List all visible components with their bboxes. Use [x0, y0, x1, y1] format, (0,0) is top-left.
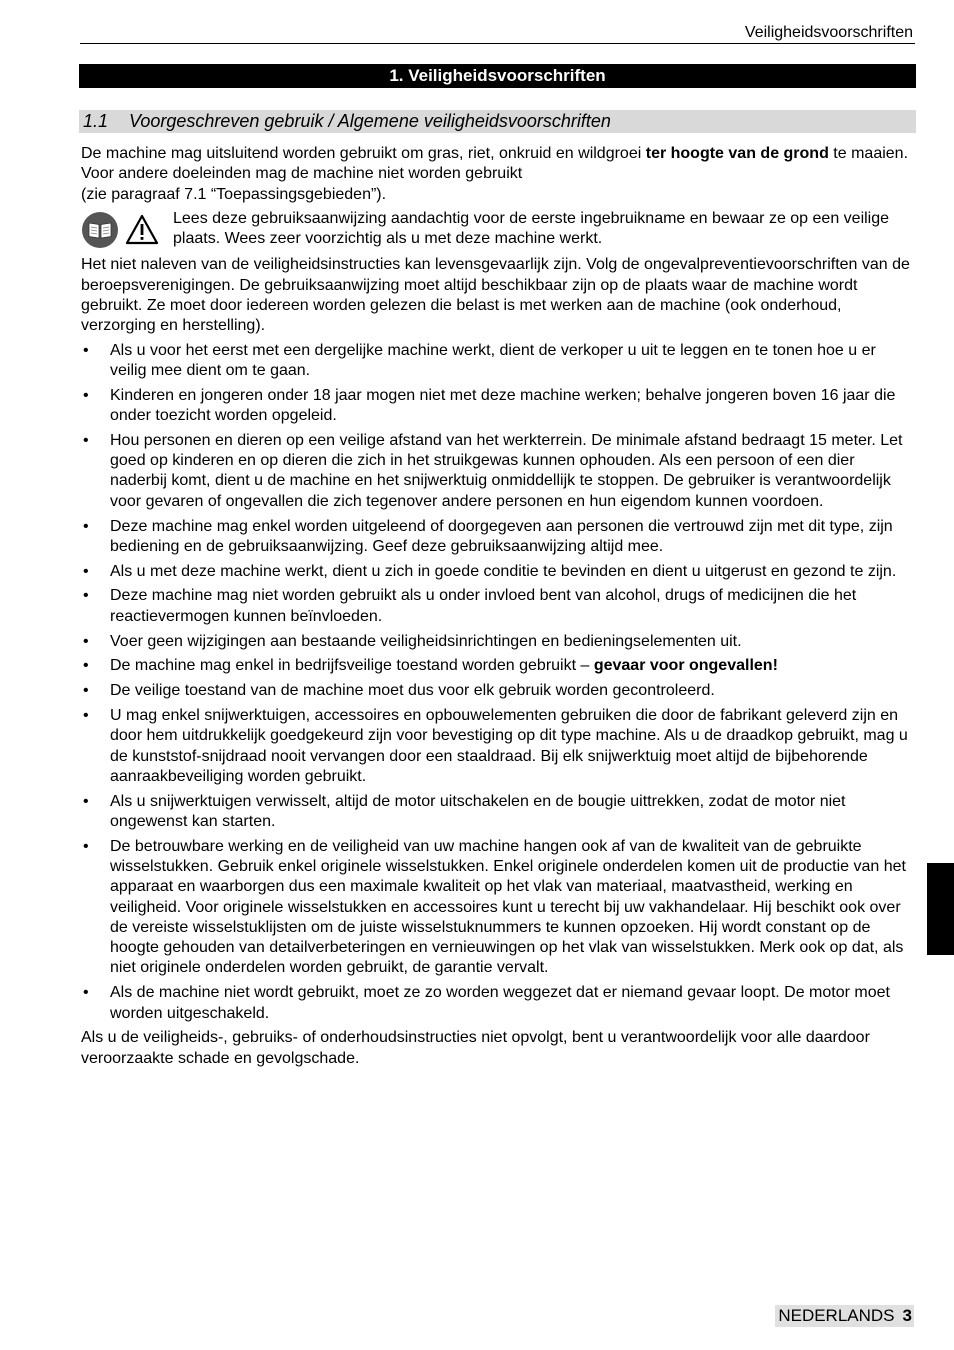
list-item: • Hou personen en dieren op een veilige afstand van het werkterrein. De minimale afstand bedraagt 15 meter. Let goed op kinderen en op dieren die zich in het struikgewas kunnen ophouden. Als een persoon of een dier naderbij komt, dient u de machine en het snijwerktuig onmiddellijk te stoppen. De gebruiker is verantwoordelijk voor gevaren of ongevallen die zich tegenover andere personen en hun eigendom kunnen voordoen.: [83, 431, 903, 510]
list-item: • Voer geen wijzigingen aan bestaande veiligheidsinrichtingen en bedieningselementen uit.: [83, 632, 742, 650]
page-content: [81, 144, 911, 1069]
list-item: • De betrouwbare werking en de veiligheid van uw machine hangen ook af van de kwaliteit van de gebruikte wisselstukken. Gebruik enkel originele wisselstukken. Enkel originele onderdelen komen uit de productie van het apparaat en waarborgen dus een maximale kwaliteit op het vlak van materiaal, maatvastheid, werking en veiligheid. Voor originele wisselstukken en accessoires kunt u terecht bij uw vakhandelaar. Hij beschikt ook over de vereiste wisselstuklijsten om de juiste wisselstuknummers te kunnen opzoeken. Hij wordt constant op de hoogte gehouden van detailverbeteringen en vernieuwingen op het vlak van wisselstukken. Merk ook op dat, als niet originele onderdelen worden gebruikt, de garantie vervalt.: [83, 837, 906, 977]
page-footer: [775, 1305, 914, 1327]
list-item: • Als u voor het eerst met een dergelijke machine werkt, dient de verkoper u uit te leggen en te tonen hoe u er veilig mee dient om te gaan.: [83, 341, 876, 379]
intro-paragraph: [81, 144, 911, 205]
list-item-text: Als u snijwerktuigen verwisselt, altijd de motor uitschakelen en de bougie uittrekken, zodat de motor niet ongewenst kan starten.: [110, 792, 846, 830]
closing-paragraph: Als u de veiligheids-, gebruiks- of onderhoudsinstructies niet opvolgt, bent u verantwoordelijk voor alle daardoor veroorzaakte schade en gevolgschade.: [81, 1029, 870, 1067]
list-item-text: Hou personen en dieren op een veilige afstand van het werkterrein. De minimale afstand bedraagt 15 meter. Let goed op kinderen en op dieren die zich in het struikgewas kunnen ophouden. Als een persoon of een dier naderbij komt, dient u de machine en het snijwerktuig onmiddellijk te stoppen. De gebruiker is verantwoordelijk voor gevaren of ongevallen die zich tegenover andere personen en hun eigendom kunnen voordoen.: [110, 431, 903, 510]
read-manual-notice: [81, 211, 911, 250]
warning-triangle-icon: [125, 213, 159, 247]
running-header: [80, 24, 915, 44]
list-item-text: Deze machine mag niet worden gebruikt als u onder invloed bent van alcohol, drugs of medicijnen die het reactievermogen kunnen beïnvloeden.: [110, 587, 857, 625]
intro-text-continued: te maaien. Voor andere doeleinden mag de machine niet worden gebruikt: [81, 145, 909, 183]
list-item-text: U mag enkel snijwerktuigen, accessoires en opbouwelementen gebruiken die door de fabrikant geleverd zijn en door hem uitdrukkelijk goedgekeurd zijn voor bevestiging op dit type machine. Als u de draadkop gebruikt, mag u de kunststof-snijdraad nooit vervangen door een staaldraad. Bij elk snijwerktuig moet altijd de bijbehorende aanraakbeveiliging worden gebruikt.: [110, 706, 908, 785]
list-item-text: Als de machine niet wordt gebruikt, moet ze zo worden weggezet dat er niemand gevaar loopt. De motor moet worden uitgeschakeld.: [110, 984, 890, 1022]
list-item: • Deze machine mag enkel worden uitgeleend of doorgegeven aan personen die vertrouwd zijn met dit type, zijn bediening en de gebruiksaanwijzing. Geef deze gebruiksaanwijzing altijd mee.: [83, 517, 893, 555]
list-item-text: De betrouwbare werking en de veiligheid van uw machine hangen ook af van de kwaliteit van de gebruikte wisselstukken. Gebruik enkel originele wisselstukken. Enkel originele onderdelen komen uit de productie van het apparaat en waarborgen dus een maximale kwaliteit op het vlak van materiaal, maatvastheid, werking en veiligheid. Voor originele wisselstukken en accessoires kunt u terecht bij uw vakhandelaar. Hij beschikt ook over de vereiste wisselstuklijsten om de juiste wisselstuknummers te kunnen opzoeken. Hij wordt constant op de hoogte gehouden van detailverbeteringen en vernieuwingen op het vlak van wisselstukken. Merk ook op dat, als niet originele onderdelen worden gebruikt, de garantie vervalt.: [110, 837, 906, 977]
list-item-text: Kinderen en jongeren onder 18 jaar mogen niet met deze machine werken; behalve jongeren boven 16 jaar die onder toezicht worden opgeleid.: [110, 386, 896, 425]
running-header-title: Veiligheidsvoorschriften: [744, 24, 913, 41]
list-item: • Kinderen en jongeren onder 18 jaar mogen niet met deze machine werken; behalve jongeren boven 16 jaar die onder toezicht worden opgeleid.: [83, 386, 896, 425]
intro-emphasis: ter hoogte van de grond: [645, 145, 829, 162]
notice-text: Lees deze gebruiksaanwijzing aandachtig voor de eerste ingebruikname en bewaar ze op een veilige plaats. Wees zeer voorzichtig als u met deze machine werkt.: [173, 209, 890, 248]
footer-language: NEDERLANDS: [778, 1306, 895, 1325]
language-side-tab: [927, 863, 954, 955]
list-item: • Deze machine mag niet worden gebruikt als u onder invloed bent van alcohol, drugs of medicijnen die het reactievermogen kunnen beïnvloeden.: [83, 587, 857, 625]
safety-paragraph: Het niet naleven van de veiligheidsinstructies kan levensgevaarlijk zijn. Volg de ongevalpreventievoorschriften van de beroepsverenigingen. De gebruiksaanwijzing moet altijd beschikbaar zijn op de plaats waar de machine wordt gebruikt. Ze moet door iedereen worden gelezen die belast is met werken aan de machine (ook onderhoud, verzorging en herstelling).: [81, 256, 910, 335]
list-item-text: De machine mag enkel in bedrijfsveilige toestand worden gebruikt –: [110, 657, 594, 675]
section-number: 1.1: [83, 111, 109, 131]
list-item-emphasis: gevaar voor ongevallen!: [593, 657, 778, 675]
page-number: 3: [902, 1306, 912, 1325]
list-item: • De machine mag enkel in bedrijfsveilige toestand worden gebruikt – gevaar voor ongevallen!: [83, 657, 778, 675]
list-item-text: Als u met deze machine werkt, dient u zich in goede conditie te bevinden en dient u uitgerust en gezond te zijn.: [110, 562, 897, 580]
safety-bullet-list: [81, 341, 911, 1024]
list-item: • Als u snijwerktuigen verwisselt, altijd de motor uitschakelen en de bougie uittrekken, zodat de motor niet ongewenst kan starten.: [83, 792, 846, 830]
list-item-text: De veilige toestand van de machine moet dus voor elk gebruik worden gecontroleerd.: [110, 682, 715, 700]
list-item: • U mag enkel snijwerktuigen, accessoires en opbouwelementen gebruiken die door de fabrikant geleverd zijn en door hem uitdrukkelijk goedgekeurd zijn voor bevestiging op dit type machine. Als u de draadkop gebruikt, mag u de kunststof-snijdraad nooit vervangen door een staaldraad. Bij elk snijwerktuig moet altijd de bijbehorende aanraakbeveiliging worden gebruikt.: [83, 706, 908, 785]
list-item: • Als u met deze machine werkt, dient u zich in goede conditie te bevinden en dient u uitgerust en gezond te zijn.: [83, 562, 897, 580]
list-item-text: Als u voor het eerst met een dergelijke machine werkt, dient de verkoper u uit te leggen en te tonen hoe u er veilig mee dient om te gaan.: [110, 341, 876, 379]
list-item-text: Deze machine mag enkel worden uitgeleend of doorgegeven aan personen die vertrouwd zijn met dit type, zijn bediening en de gebruiksaanwijzing. Geef deze gebruiksaanwijzing altijd mee.: [110, 517, 893, 555]
list-item: • Als de machine niet wordt gebruikt, moet ze zo worden weggezet dat er niemand gevaar loopt. De motor moet worden uitgeschakeld.: [83, 984, 890, 1022]
chapter-title-bar: [79, 64, 916, 88]
chapter-title: 1. Veiligheidsvoorschriften: [389, 66, 606, 85]
list-item-text: Voer geen wijzigingen aan bestaande veiligheidsinrichtingen en bedieningselementen uit.: [110, 632, 742, 650]
section-heading: [79, 110, 916, 133]
book-icon: [81, 211, 119, 249]
section-title: Voorgeschreven gebruik / Algemene veiligheidsvoorschriften: [129, 111, 611, 131]
intro-reference: (zie paragraaf 7.1 “Toepassingsgebieden”).: [81, 185, 387, 203]
intro-text: De machine mag uitsluitend worden gebruikt om gras, riet, onkruid en wildgroei: [81, 145, 646, 162]
notice-icons: [81, 211, 173, 249]
list-item: • De veilige toestand van de machine moet dus voor elk gebruik worden gecontroleerd.: [83, 682, 715, 700]
